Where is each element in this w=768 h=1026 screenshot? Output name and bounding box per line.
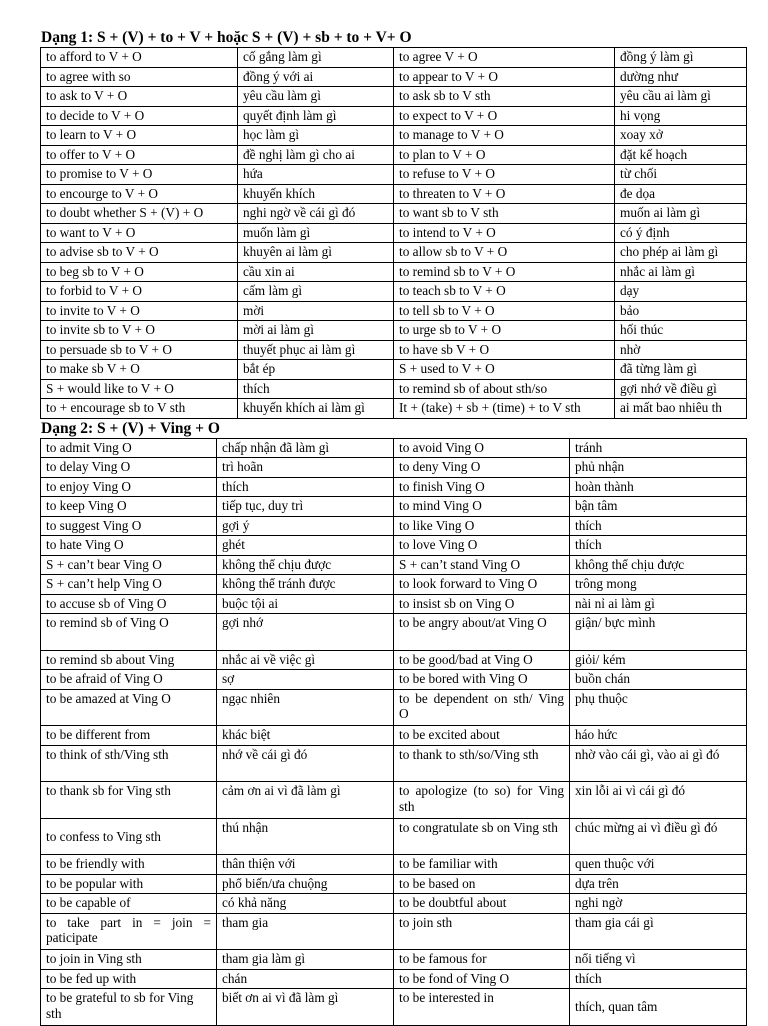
table-cell-term-en: to like Ving O bbox=[394, 516, 570, 536]
table-cell-meaning-vi: khuyến khích bbox=[238, 184, 394, 204]
table-cell-meaning-vi: tham gia làm gì bbox=[217, 950, 394, 970]
table-cell-meaning-vi: có khả năng bbox=[217, 894, 394, 914]
table-cell-term-en: to manage to V + O bbox=[394, 126, 615, 146]
table-cell-meaning-vi: không thể tránh được bbox=[217, 575, 394, 595]
table-cell-term-en: to join sth bbox=[394, 913, 570, 950]
table-cell-meaning-vi: quyết định làm gì bbox=[238, 106, 394, 126]
table-cell-meaning-vi: nhớ về cái gì đó bbox=[217, 745, 394, 782]
table-cell-term-en: to be doubtful about bbox=[394, 894, 570, 914]
table-cell-term-en: to be fed up with bbox=[41, 969, 217, 989]
table-cell-term-en: to refuse to V + O bbox=[394, 165, 615, 185]
table-row bbox=[41, 282, 747, 302]
table-cell-meaning-vi: khuyến khích ai làm gì bbox=[238, 399, 394, 419]
table-row bbox=[41, 516, 747, 536]
table-cell-meaning-vi: muốn ai làm gì bbox=[615, 204, 747, 224]
table-cell-meaning-vi: đã từng làm gì bbox=[615, 360, 747, 380]
table-cell-meaning-vi: thú nhận bbox=[217, 818, 394, 855]
table-cell-meaning-vi: giận/ bực mình bbox=[570, 614, 747, 651]
table-cell-term-en: to decide to V + O bbox=[41, 106, 238, 126]
table-cell-meaning-vi: hi vọng bbox=[615, 106, 747, 126]
table-cell-term-en: to finish Ving O bbox=[394, 477, 570, 497]
table-row bbox=[41, 340, 747, 360]
table-row bbox=[41, 243, 747, 263]
table-row bbox=[41, 321, 747, 341]
table-cell-meaning-vi: cảm ơn ai vì đã làm gì bbox=[217, 782, 394, 819]
table-row bbox=[41, 818, 747, 855]
table-cell-meaning-vi: cố gắng làm gì bbox=[238, 48, 394, 68]
table-cell-term-en: to remind sb of Ving O bbox=[41, 614, 217, 651]
table-cell-meaning-vi: buộc tội ai bbox=[217, 594, 394, 614]
table-cell-term-en: to threaten to V + O bbox=[394, 184, 615, 204]
table-cell-term-en: S + can’t help Ving O bbox=[41, 575, 217, 595]
table-cell-term-en: to love Ving O bbox=[394, 536, 570, 556]
table-cell-meaning-vi: thích, quan tâm bbox=[570, 989, 747, 1026]
table-row bbox=[41, 87, 747, 107]
table-row bbox=[41, 726, 747, 746]
table-cell-term-en: to be interested in bbox=[394, 989, 570, 1026]
table-row bbox=[41, 126, 747, 146]
table-row bbox=[41, 650, 747, 670]
table-cell-term-en: to confess to Ving sth bbox=[41, 818, 217, 855]
table-cell-meaning-vi: thích bbox=[570, 516, 747, 536]
table-cell-meaning-vi: nài nỉ ai làm gì bbox=[570, 594, 747, 614]
table-cell-term-en: to be friendly with bbox=[41, 855, 217, 875]
table-cell-term-en: to be good/bad at Ving O bbox=[394, 650, 570, 670]
table-cell-term-en: to appear to V + O bbox=[394, 67, 615, 87]
section-2-table bbox=[40, 438, 747, 1026]
table-cell-term-en: S + can’t stand Ving O bbox=[394, 555, 570, 575]
table-cell-meaning-vi: thích bbox=[570, 969, 747, 989]
table-row bbox=[41, 223, 747, 243]
table-cell-term-en: to deny Ving O bbox=[394, 458, 570, 478]
table-row bbox=[41, 379, 747, 399]
table-row bbox=[41, 969, 747, 989]
table-cell-meaning-vi: bận tâm bbox=[570, 497, 747, 517]
table-cell-meaning-vi: có ý định bbox=[615, 223, 747, 243]
table-cell-meaning-vi: xoay xở bbox=[615, 126, 747, 146]
table-cell-meaning-vi: hối thúc bbox=[615, 321, 747, 341]
table-cell-meaning-vi: thích bbox=[217, 477, 394, 497]
table-cell-term-en: to doubt whether S + (V) + O bbox=[41, 204, 238, 224]
table-cell-term-en: to enjoy Ving O bbox=[41, 477, 217, 497]
table-cell-meaning-vi: hoàn thành bbox=[570, 477, 747, 497]
table-cell-term-en: to be angry about/at Ving O bbox=[394, 614, 570, 651]
table-cell-meaning-vi: nghi ngờ bbox=[570, 894, 747, 914]
table-cell-term-en: to expect to V + O bbox=[394, 106, 615, 126]
table-cell-term-en: to avoid Ving O bbox=[394, 438, 570, 458]
table-cell-meaning-vi: mời ai làm gì bbox=[238, 321, 394, 341]
table-row bbox=[41, 950, 747, 970]
table-cell-meaning-vi: không thể chịu được bbox=[217, 555, 394, 575]
table-row bbox=[41, 894, 747, 914]
table-cell-term-en: to offer to V + O bbox=[41, 145, 238, 165]
table-cell-meaning-vi: cho phép ai làm gì bbox=[615, 243, 747, 263]
table-cell-term-en: to apologize (to so) for Ving sth bbox=[394, 782, 570, 819]
table-cell-term-en: S + used to V + O bbox=[394, 360, 615, 380]
table-cell-meaning-vi: biết ơn ai vì đã làm gì bbox=[217, 989, 394, 1026]
table-cell-meaning-vi: cấm làm gì bbox=[238, 282, 394, 302]
table-cell-term-en: to ask sb to V sth bbox=[394, 87, 615, 107]
table-cell-term-en: to be grateful to sb for Ving sth bbox=[41, 989, 217, 1026]
table-row bbox=[41, 67, 747, 87]
table-cell-meaning-vi: buồn chán bbox=[570, 670, 747, 690]
table-cell-term-en: to join in Ving sth bbox=[41, 950, 217, 970]
table-cell-term-en: to promise to V + O bbox=[41, 165, 238, 185]
table-cell-term-en: to tell sb to V + O bbox=[394, 301, 615, 321]
table-cell-meaning-vi: tham gia cái gì bbox=[570, 913, 747, 950]
table-cell-meaning-vi: chúc mừng ai vì điều gì đó bbox=[570, 818, 747, 855]
table-cell-meaning-vi: khác biệt bbox=[217, 726, 394, 746]
table-cell-term-en: It + (take) + sb + (time) + to V sth bbox=[394, 399, 615, 419]
table-row bbox=[41, 536, 747, 556]
table-cell-meaning-vi: cầu xin ai bbox=[238, 262, 394, 282]
table-cell-meaning-vi: đồng ý với ai bbox=[238, 67, 394, 87]
table-cell-term-en: to suggest Ving O bbox=[41, 516, 217, 536]
table-cell-meaning-vi: tham gia bbox=[217, 913, 394, 950]
table-cell-term-en: to agree V + O bbox=[394, 48, 615, 68]
table-row bbox=[41, 184, 747, 204]
table-row bbox=[41, 165, 747, 185]
table-row bbox=[41, 360, 747, 380]
table-cell-meaning-vi: tránh bbox=[570, 438, 747, 458]
table-cell-meaning-vi: chấp nhận đã làm gì bbox=[217, 438, 394, 458]
table-cell-meaning-vi: nổi tiếng vì bbox=[570, 950, 747, 970]
table-cell-term-en: to be famous for bbox=[394, 950, 570, 970]
table-cell-meaning-vi: muốn làm gì bbox=[238, 223, 394, 243]
table-cell-term-en: to encourge to V + O bbox=[41, 184, 238, 204]
table-cell-meaning-vi: ngạc nhiên bbox=[217, 689, 394, 726]
table-row bbox=[41, 782, 747, 819]
table-cell-meaning-vi: phủ nhận bbox=[570, 458, 747, 478]
table-cell-meaning-vi: thân thiện với bbox=[217, 855, 394, 875]
table-cell-term-en: to want sb to V sth bbox=[394, 204, 615, 224]
table-cell-meaning-vi: yêu cầu làm gì bbox=[238, 87, 394, 107]
section-1-title: Dạng 1: S + (V) + to + V + hoặc S + (V) + sb + to + V+ O bbox=[41, 29, 412, 46]
table-row bbox=[41, 262, 747, 282]
table-row bbox=[41, 145, 747, 165]
table-cell-meaning-vi: bắt ép bbox=[238, 360, 394, 380]
table-cell-meaning-vi: chán bbox=[217, 969, 394, 989]
table-cell-term-en: to be amazed at Ving O bbox=[41, 689, 217, 726]
table-cell-term-en: S + would like to V + O bbox=[41, 379, 238, 399]
table-cell-term-en: to persuade sb to V + O bbox=[41, 340, 238, 360]
table-cell-meaning-vi: gợi nhớ bbox=[217, 614, 394, 651]
table-cell-meaning-vi: dường như bbox=[615, 67, 747, 87]
table-cell-term-en: to be popular with bbox=[41, 874, 217, 894]
table-cell-term-en: to plan to V + O bbox=[394, 145, 615, 165]
table-cell-meaning-vi: hứa bbox=[238, 165, 394, 185]
table-row bbox=[41, 438, 747, 458]
table-cell-meaning-vi: nhắc ai làm gì bbox=[615, 262, 747, 282]
table-cell-term-en: to teach sb to V + O bbox=[394, 282, 615, 302]
table-cell-term-en: to make sb V + O bbox=[41, 360, 238, 380]
table-cell-term-en: to remind sb of about sth/so bbox=[394, 379, 615, 399]
table-row bbox=[41, 399, 747, 419]
table-cell-term-en: to invite to V + O bbox=[41, 301, 238, 321]
table-cell-meaning-vi: giỏi/ kém bbox=[570, 650, 747, 670]
table-cell-meaning-vi: đe dọa bbox=[615, 184, 747, 204]
table-cell-meaning-vi: nhờ vào cái gì, vào ai gì đó bbox=[570, 745, 747, 782]
table-cell-term-en: to be excited about bbox=[394, 726, 570, 746]
table-cell-meaning-vi: thích bbox=[238, 379, 394, 399]
table-cell-meaning-vi: dựa trên bbox=[570, 874, 747, 894]
table-cell-meaning-vi: mời bbox=[238, 301, 394, 321]
table-cell-term-en: to be capable of bbox=[41, 894, 217, 914]
table-cell-meaning-vi: háo hức bbox=[570, 726, 747, 746]
table-cell-meaning-vi: tiếp tục, duy trì bbox=[217, 497, 394, 517]
table-row bbox=[41, 477, 747, 497]
table-row bbox=[41, 594, 747, 614]
table-cell-term-en: to be afraid of Ving O bbox=[41, 670, 217, 690]
document-page bbox=[40, 28, 746, 1026]
table-row bbox=[41, 575, 747, 595]
table-row bbox=[41, 204, 747, 224]
table-cell-meaning-vi: gợi nhớ về điều gì bbox=[615, 379, 747, 399]
table-cell-term-en: to be different from bbox=[41, 726, 217, 746]
table-cell-term-en: to think of sth/Ving sth bbox=[41, 745, 217, 782]
table-cell-term-en: to admit Ving O bbox=[41, 438, 217, 458]
table-cell-meaning-vi: nghi ngờ về cái gì đó bbox=[238, 204, 394, 224]
table-cell-term-en: to look forward to Ving O bbox=[394, 575, 570, 595]
table-cell-meaning-vi: sợ bbox=[217, 670, 394, 690]
section-1-table bbox=[40, 47, 747, 419]
table-row bbox=[41, 301, 747, 321]
table-cell-meaning-vi: thuyết phục ai làm gì bbox=[238, 340, 394, 360]
table-cell-term-en: to mind Ving O bbox=[394, 497, 570, 517]
table-cell-meaning-vi: ai mất bao nhiêu th bbox=[615, 399, 747, 419]
table-cell-term-en: to keep Ving O bbox=[41, 497, 217, 517]
table-cell-meaning-vi: dạy bbox=[615, 282, 747, 302]
table-row bbox=[41, 48, 747, 68]
table-cell-term-en: to be fond of Ving O bbox=[394, 969, 570, 989]
table-cell-term-en: to agree with so bbox=[41, 67, 238, 87]
table-row bbox=[41, 614, 747, 651]
table-cell-meaning-vi: từ chối bbox=[615, 165, 747, 185]
table-cell-meaning-vi: phổ biến/ưa chuộng bbox=[217, 874, 394, 894]
table-row bbox=[41, 989, 747, 1026]
table-cell-term-en: to thank sb for Ving sth bbox=[41, 782, 217, 819]
table-row bbox=[41, 555, 747, 575]
table-cell-meaning-vi: không thể chịu được bbox=[570, 555, 747, 575]
table-cell-term-en: to hate Ving O bbox=[41, 536, 217, 556]
table-cell-term-en: to ask to V + O bbox=[41, 87, 238, 107]
table-cell-term-en: to allow sb to V + O bbox=[394, 243, 615, 263]
table-cell-meaning-vi: quen thuộc với bbox=[570, 855, 747, 875]
table-cell-term-en: to be based on bbox=[394, 874, 570, 894]
table-cell-term-en: to remind sb to V + O bbox=[394, 262, 615, 282]
section-2-title: Dạng 2: S + (V) + Ving + O bbox=[41, 419, 220, 437]
table-row bbox=[41, 913, 747, 950]
table-cell-term-en: to advise sb to V + O bbox=[41, 243, 238, 263]
table-cell-meaning-vi: phụ thuộc bbox=[570, 689, 747, 726]
table-row bbox=[41, 855, 747, 875]
table-cell-term-en: to be bored with Ving O bbox=[394, 670, 570, 690]
table-cell-meaning-vi: gợi ý bbox=[217, 516, 394, 536]
table-cell-term-en: S + can’t bear Ving O bbox=[41, 555, 217, 575]
table-cell-term-en: to forbid to V + O bbox=[41, 282, 238, 302]
table-cell-meaning-vi: nhắc ai về việc gì bbox=[217, 650, 394, 670]
table-cell-meaning-vi: thích bbox=[570, 536, 747, 556]
table-cell-term-en: to be dependent on sth/ Ving O bbox=[394, 689, 570, 726]
table-cell-meaning-vi: khuyên ai làm gì bbox=[238, 243, 394, 263]
table-cell-term-en: to invite sb to V + O bbox=[41, 321, 238, 341]
table-cell-term-en: to have sb V + O bbox=[394, 340, 615, 360]
table-cell-term-en: to remind sb about Ving bbox=[41, 650, 217, 670]
table-cell-term-en: to be familiar with bbox=[394, 855, 570, 875]
table-row bbox=[41, 106, 747, 126]
table-cell-term-en: to learn to V + O bbox=[41, 126, 238, 146]
table-row bbox=[41, 497, 747, 517]
table-row bbox=[41, 745, 747, 782]
table-cell-meaning-vi: đồng ý làm gì bbox=[615, 48, 747, 68]
table-row bbox=[41, 874, 747, 894]
table-cell-meaning-vi: bảo bbox=[615, 301, 747, 321]
table-cell-term-en: to insist sb on Ving O bbox=[394, 594, 570, 614]
table-cell-meaning-vi: đặt kế hoạch bbox=[615, 145, 747, 165]
table-cell-meaning-vi: trông mong bbox=[570, 575, 747, 595]
table-cell-term-en: to congratulate sb on Ving sth bbox=[394, 818, 570, 855]
table-cell-term-en: to accuse sb of Ving O bbox=[41, 594, 217, 614]
table-cell-term-en: to urge sb to V + O bbox=[394, 321, 615, 341]
table-cell-term-en: to beg sb to V + O bbox=[41, 262, 238, 282]
table-cell-term-en: to intend to V + O bbox=[394, 223, 615, 243]
table-row bbox=[41, 458, 747, 478]
table-cell-meaning-vi: học làm gì bbox=[238, 126, 394, 146]
table-cell-term-en: to delay Ving O bbox=[41, 458, 217, 478]
table-row bbox=[41, 670, 747, 690]
table-cell-term-en: to take part in = join = paticipate bbox=[41, 913, 217, 950]
table-cell-meaning-vi: trì hoãn bbox=[217, 458, 394, 478]
table-cell-meaning-vi: yêu cầu ai làm gì bbox=[615, 87, 747, 107]
table-cell-term-en: to want to V + O bbox=[41, 223, 238, 243]
table-cell-meaning-vi: xin lỗi ai vì cái gì đó bbox=[570, 782, 747, 819]
table-cell-term-en: to afford to V + O bbox=[41, 48, 238, 68]
table-cell-term-en: to + encourage sb to V sth bbox=[41, 399, 238, 419]
table-row bbox=[41, 689, 747, 726]
table-cell-term-en: to thank to sth/so/Ving sth bbox=[394, 745, 570, 782]
table-cell-meaning-vi: ghét bbox=[217, 536, 394, 556]
table-cell-meaning-vi: nhờ bbox=[615, 340, 747, 360]
table-cell-meaning-vi: đề nghị làm gì cho ai bbox=[238, 145, 394, 165]
